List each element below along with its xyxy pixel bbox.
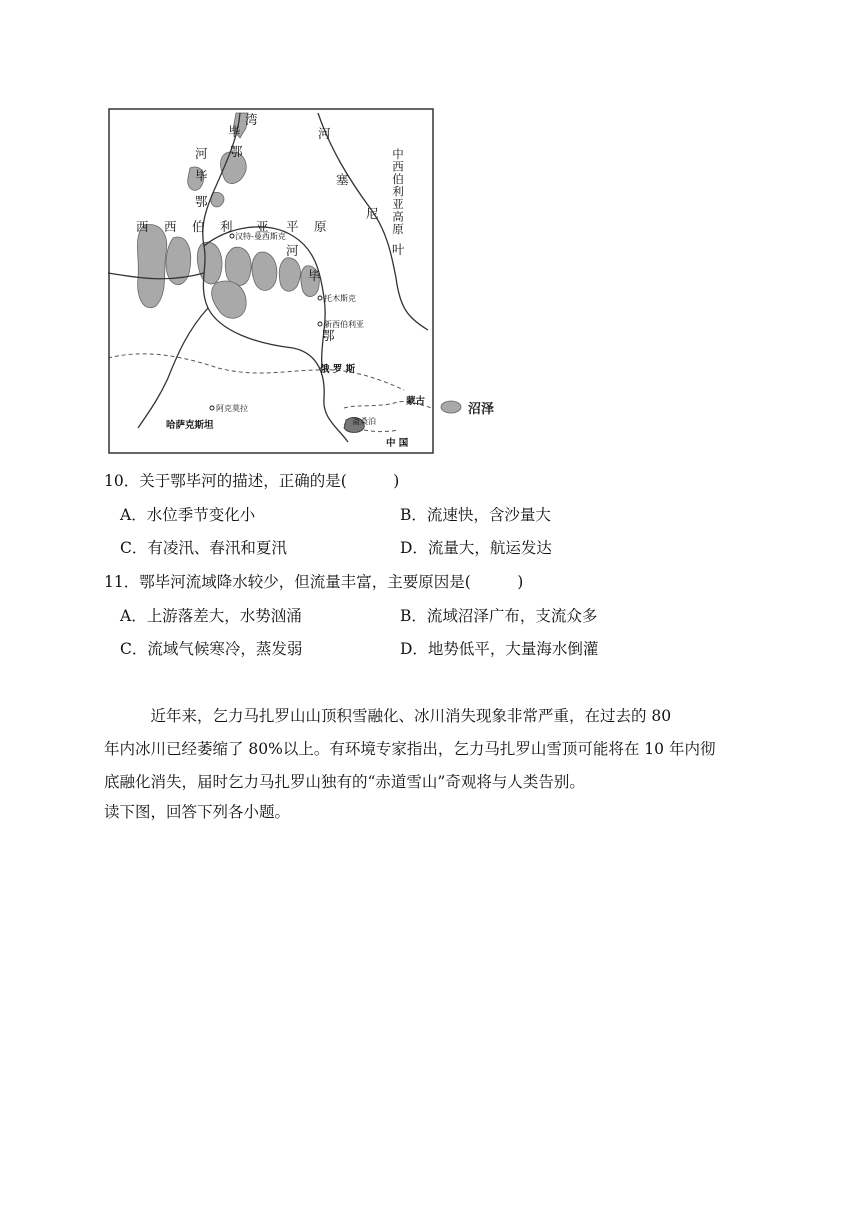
q11-option-d[interactable]: D．地势低平，大量海水倒灌 [400,640,599,658]
city-dot-novosibirsk [318,322,322,326]
city-dot-khanty [230,234,234,238]
label-city-akmola: 阿克莫拉 [216,404,248,413]
svg-text:中西伯利亚高原: 中西伯利亚高原 [391,148,405,236]
label-ni: 尼 [366,206,379,221]
label-ye: 叶 [392,242,405,257]
label-china: 中 国 [386,438,409,449]
label-plateau [391,147,405,235]
swamp-legend-icon [440,400,462,414]
legend-label: 沼泽 [468,401,495,417]
q11-option-a[interactable]: A．上游落差大，水势汹涌 [120,607,302,625]
label-russia: 俄 罗 斯 [320,364,356,375]
label-e-top: 鄂 [230,144,243,159]
ob-river-map [108,108,434,454]
passage-line-2: 年内冰川已经萎缩了 80%以上。有环境专家指出，乞力马扎罗山雪顶可能将在 10 年内彻 [104,740,716,758]
label-xi2: 西 [164,219,177,234]
passage-line-4: 读下图，回答下列各小题。 [104,803,291,821]
label-li: 利 [220,219,233,234]
city-dot-tomsk [318,296,322,300]
label-e-left: 鄂 [195,194,208,209]
q10-option-b[interactable]: B．流速快，含沙量大 [400,506,551,524]
label-kazakhstan: 哈萨克斯坦 [166,420,214,431]
label-he-right: 河 [286,243,299,258]
label-ping: 平 [286,219,299,234]
city-dot-akmola [210,406,214,410]
map-legend [440,396,494,418]
label-city-novosibirsk: 新西伯利亚 [324,320,364,329]
q10-option-a[interactable]: A．水位季节变化小 [120,506,256,524]
label-sai: 塞 [336,172,349,187]
label-bay: 湾 [245,112,258,127]
map-svg [108,108,434,454]
label-ya: 亚 [256,219,269,234]
label-mongolia: 蒙古 [406,396,426,407]
question-10: 10．关于鄂毕河的描述，正确的是( ) [104,472,400,490]
label-city-tomsk: 托木斯克 [324,294,356,303]
label-lake: 斋桑泊 [352,417,376,426]
passage-line-3: 底融化消失，届时乞力马扎罗山独有的“赤道雪山”奇观将与人类告别。 [104,773,585,791]
label-bi-top: 毕 [228,124,241,139]
label-bi-right: 毕 [308,268,321,283]
question-11: 11．鄂毕河流域降水较少，但流量丰富，主要原因是( ) [104,573,524,591]
q10-option-d[interactable]: D．流量大，航运发达 [400,539,552,557]
label-bo: 伯 [192,219,205,234]
label-city-khanty: 汉特-曼西斯克 [235,232,286,241]
q11-option-b[interactable]: B．流域沼泽广布，支流众多 [400,607,598,625]
label-e-bottom: 鄂 [322,328,335,343]
label-bi-left: 毕 [195,168,208,183]
passage-line-1: 近年来，乞力马扎罗山山顶积雪融化、冰川消失现象非常严重，在过去的 80 [104,707,672,725]
q11-option-c[interactable]: C．流域气候寒冷，蒸发弱 [120,640,303,658]
label-xi: 西 [136,219,149,234]
label-he-yenisei: 河 [318,126,331,141]
reading-passage [104,700,772,829]
label-yuan: 原 [314,219,327,234]
label-he-left: 河 [195,146,208,161]
q10-option-c[interactable]: C．有凌汛、春汛和夏汛 [120,539,287,557]
